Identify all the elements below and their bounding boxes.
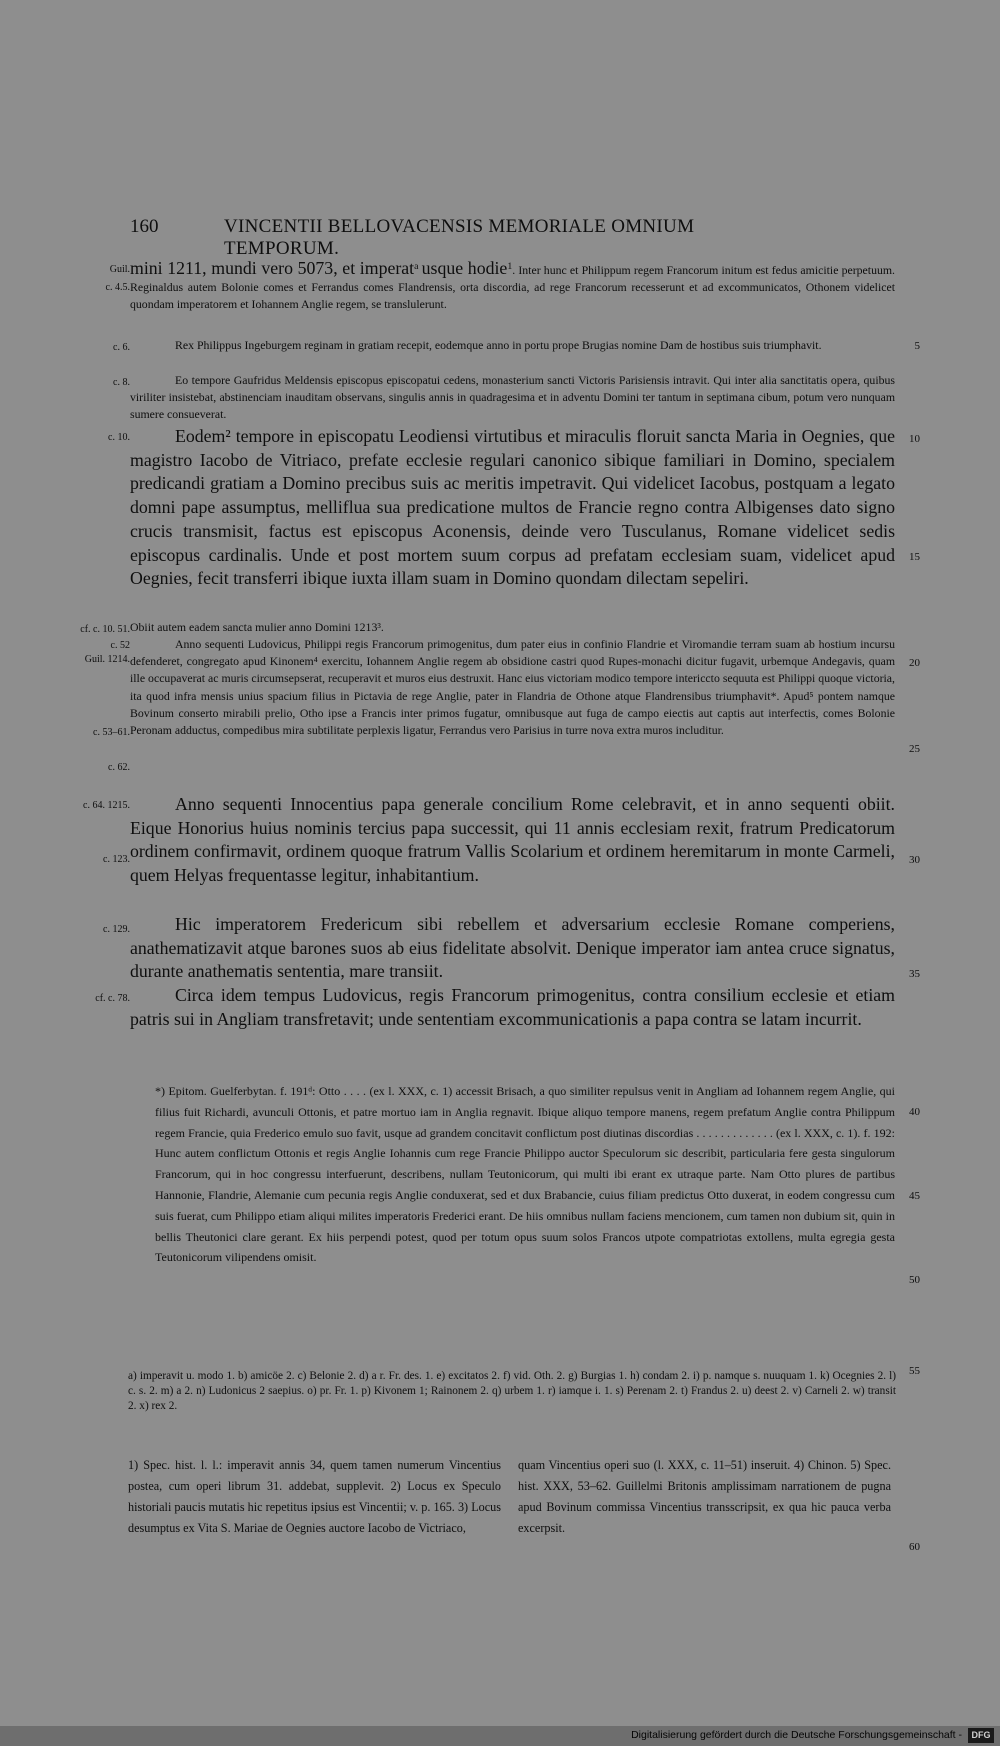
sidenote-cf-c-78: cf. c. 78. (95, 993, 130, 1004)
line-number: 25 (909, 743, 920, 755)
sidenote-c-4-5: c. 4.5. (105, 282, 130, 293)
line-number: 30 (909, 854, 920, 866)
star-footnote: *) Epitom. Guelferbytan. f. 191ᵈ: Otto . . . . (ex l. XXX, c. 1) accessit Brisach, a quo similiter repulsus venit in Angliam ad Iohannem regem Anglie, qui filius fuit Richardi, avunculi Ottonis, et patre mortuo iam in Anglia regnavit. Ibique aliquo tempore manens, regem prefatum Anglie contra Philippum regem Francie, quia Frederico emulo suo favit, usque ad grandem concitavit conflictum post diutinas discordias . . . . . . . . . . . . . (ex l. XXX, c. 1). f. 192: Hunc autem conflictum Ottonis et regis Anglie Iohannis cum rege Francie Philippo auctor Speculorum sic describit, particularia fere gesta singulorum Francorum, qui in hoc congressu interfuerunt, describens, nullam Teutonicorum, qui multi ibi erant ex utraque parte. Nam Otto plures de partibus Hannonie, Flandrie, Alemanie cum pecunia regis Anglie conduxerat, sed et dux Brabancie, cuius filiam predictus Otto duxerat, in eodem congressu cum suis fuerat, cum Philippo etiam aliqui milites imperatoris Frederici erant. De hiis omnibus nullam faciens mencionem, cum tamen non dubium sit, quin in bellis Theutonici clare gerant. Ex hiis perpendi potest, quod per totum opus suum solos Francos utpote compatriotas extollens, multa egregia gesta Teutonicorum vilipendens omisit. (155, 1084, 895, 1265)
paragraph-8: Hic imperatorem Fredericum sibi rebellem et adversarium ecclesie Romane comperiens, anathematizavit atque barones suos ab eius fidelitate absolvit. Denique imperator iam antea cruce signatus, durante anathematis sententia, mare transiit. (130, 914, 895, 982)
sidenote-c-53-61: c. 53–61. (93, 727, 130, 738)
paragraph-1-rest: usque hodie (421, 257, 508, 278)
sidenote-c-129: c. 129. (103, 924, 130, 935)
sidenote-guil: Guil. (109, 264, 130, 275)
sidenote-c-8: c. 8. (113, 377, 130, 388)
numbered-notes (128, 1455, 896, 1583)
funding-credit: Digitalisierung gefördert durch die Deutsche Forschungsgemeinschaft - (631, 1729, 962, 1741)
paragraph-3: Eo tempore Gaufridus Meldensis episcopus episcopatui cedens, monasterium sancti Victoris Parisiensis intravit. Qui inter alia sanctitatis opera, quibus viriliter insistebat, abstinenciam inauditam observans, singulis annis in quadragesima et in adventu Domini ter tantum in septimana cibum, potum vero nunquam sumere consueverat. (130, 373, 895, 422)
sidenote-c-123: c. 123. (103, 854, 130, 865)
page-header (130, 216, 810, 259)
line-number: 5 (914, 340, 920, 352)
line-number: 50 (909, 1274, 920, 1286)
line-number: 35 (909, 968, 920, 980)
sidenote-cf-c-10-51: cf. c. 10. 51. (80, 624, 130, 635)
paragraph-7: Anno sequenti Innocentius papa generale concilium Rome celebravit, et in anno sequenti obiit. Eique Honorius huius nominis tercius papa successit, qui 11 annis ecclesiam rexit, fratrum Predicatorum ordinem confirmavit, ordinem quoque fratrum Vallis Scolarium et ordinem heremitarum in monte Carmeli, quem Helyas frequentasse legitur, inhabitantium. (130, 794, 895, 886)
sidenote-c-10: c. 10. (108, 432, 130, 443)
running-head: VINCENTII BELLOVACENSIS MEMORIALE OMNIUM TEMPORUM. (224, 216, 695, 259)
paragraph-1-lead: mini 1211, mundi vero 5073, et imperat (130, 257, 415, 278)
sidenote-c-64-1215: c. 64. 1215. (83, 800, 130, 811)
critical-apparatus: a) imperavit u. modo 1. b) amicöe 2. c) Belonie 2. d) a r. Fr. des. 1. e) excitatos 2. f) vid. Oth. 2. g) Burgias 1. h) condam 2. i) p. namque s. nuuquam 1. k) Ocegnies 2. l) c. s. 2. m) a 2. n) Ludonicus 2 saepius. o) pr. Fr. 1. p) Kivonem 1; Rainonem 2. q) urbem 1. r) iamque i. 1. s) Perenam 2. t) Frandus 2. u) deest 2. v) Carneli 2. w) transit 2. x) rex 2. (128, 1370, 896, 1413)
line-number: 45 (909, 1190, 920, 1202)
line-number: 40 (909, 1106, 920, 1118)
dfg-logo: DFG (968, 1728, 994, 1743)
paragraph-5: Obiit autem eadem sancta mulier anno Domini 1213³. (130, 620, 384, 634)
line-number: 55 (909, 1365, 920, 1377)
page-number: 160 (130, 216, 159, 237)
line-number: 10 (909, 433, 920, 445)
line-number: 20 (909, 657, 920, 669)
notes-right-column: quam Vincentius operi suo (l. XXX, c. 11–51) inseruit. 4) Chinon. 5) Spec. hist. XXX, 53–62. Guillelmi Britonis amplissimam narrationem de pugna apud Bovinum commissa Vincentius transscripsit, ex qua hic pauca verba excerpsit. (518, 1458, 891, 1536)
sidenote-c-62: c. 62. (108, 762, 130, 773)
credit-bar (0, 1726, 1000, 1746)
paragraph-2: Rex Philippus Ingeburgem reginam in gratiam recepit, eodemque anno in portu prope Brugias nomine Dam de hostibus suis triumphavit. (175, 338, 822, 352)
notes-left-column: 1) Spec. hist. l. l.: imperavit annis 34, quem tamen numerum Vincentius postea, cum operi librum 31. addebat, supplevit. 2) Locus ex Speculo historiali paucis mutatis hic repetitus ipsius est Vincentii; v. p. 165. 3) Locus desumptus ex Vita S. Mariae de Oegnies auctore Iacobo de Victriaco, (128, 1458, 501, 1536)
sidenote-c-52: c. 52 (110, 640, 130, 651)
paragraph-1-tail: Inter hunc et Philippum regem Francorum initum est fedus amicitie perpetuum. Reginaldus autem Bolonie comes et Ferrandus comes Flandrensis, orta discordia, ad rege Francorum recesserunt et ad excommunicatos, Othonem videlicet quondam imperatorem et Iohannem Anglie regem, se translulerunt. (130, 262, 895, 312)
sidenote-c-6: c. 6. (113, 342, 130, 353)
paragraph-1: mini 1211, mundi vero 5073, et imperat$^a$ usque hodie$^1$. Inter hunc et Philippum regem Francorum initum est fedus amicitie perpetuum. Reginaldus autem Bolonie comes et Ferrandus comes Flandrensis, orta discordia, ad rege Francorum recesserunt et ad excommunicatos, Othonem videlicet quondam imperatorem et Iohannem Anglie regem, se translulerunt. (130, 257, 895, 312)
paragraph-9: Circa idem tempus Ludovicus, regis Francorum primogenitus, contra consilium ecclesie et etiam patris sui in Angliam transfretavit; unde sententiam excommunicationis a papa contra se latam incurrit. (130, 985, 895, 1029)
line-number: 15 (909, 551, 920, 563)
paragraph-6: Anno sequenti Ludovicus, Philippi regis Francorum primogenitus, dum pater eius in confinio Flandrie et Viromandie terram suam ab hostium incursu defenderet, congregato apud Kinonem⁴ exercitu, Iohannem Anglie regem ab obsidione castri quod Rupes-monachi dicitur fugavit, urbemque Andegavis, quam ille occupaverat ac muris circumsepserat, recuperavit et muros eius destruxit. Hanc eius victoriam modico tempore intericcto sequuta est Philippi quoque victoria, ita quod infra mensis unius spacium filius in Pictavia de rege Anglie, pater in Flandria de Othone atque Flandrensibus triumphavit*. Apud⁵ pontem namque Bovinum conserto mirabili prelio, Otho ipse a Francis inter primos fugatur, omnibusque aut fuga de campo eiectis aut captis aut interfectis, comes Bolonie Peronam adductus, compedibus mira subtilitate perplexis ligatur, Ferrandus vero Parisius in turre nova extra muros includitur. (130, 637, 895, 738)
paragraph-4: Eodem² tempore in episcopatu Leodiensi virtutibus et miraculis floruit sancta Maria in Oegnies, que magistro Iacobo de Vitriaco, prefate ecclesie regulari canonico sibique familiari in Domino, specialem predicandi gratiam a Domino precibus suis ac meritis impetravit. Qui videlicet Iacobus, postquam a legato domni pape assumptus, melliflua sua predicatione multos de Francie regno contra Albigenses dato signo crucis transmisit, factus est episcopus Aconensis, deinde vero Tusculanus, Romane videlicet sedis episcopus cardinalis. Unde et post mortem suum corpus ad prefatam ecclesiam suam, videlicet apud Oegnies, fecit transferri ibique iuxta illam suam in Domino quondam dilectam sepeliri. (130, 426, 895, 589)
line-number: 60 (909, 1541, 920, 1553)
sidenote-guil-1214: Guil. 1214. (84, 654, 130, 665)
